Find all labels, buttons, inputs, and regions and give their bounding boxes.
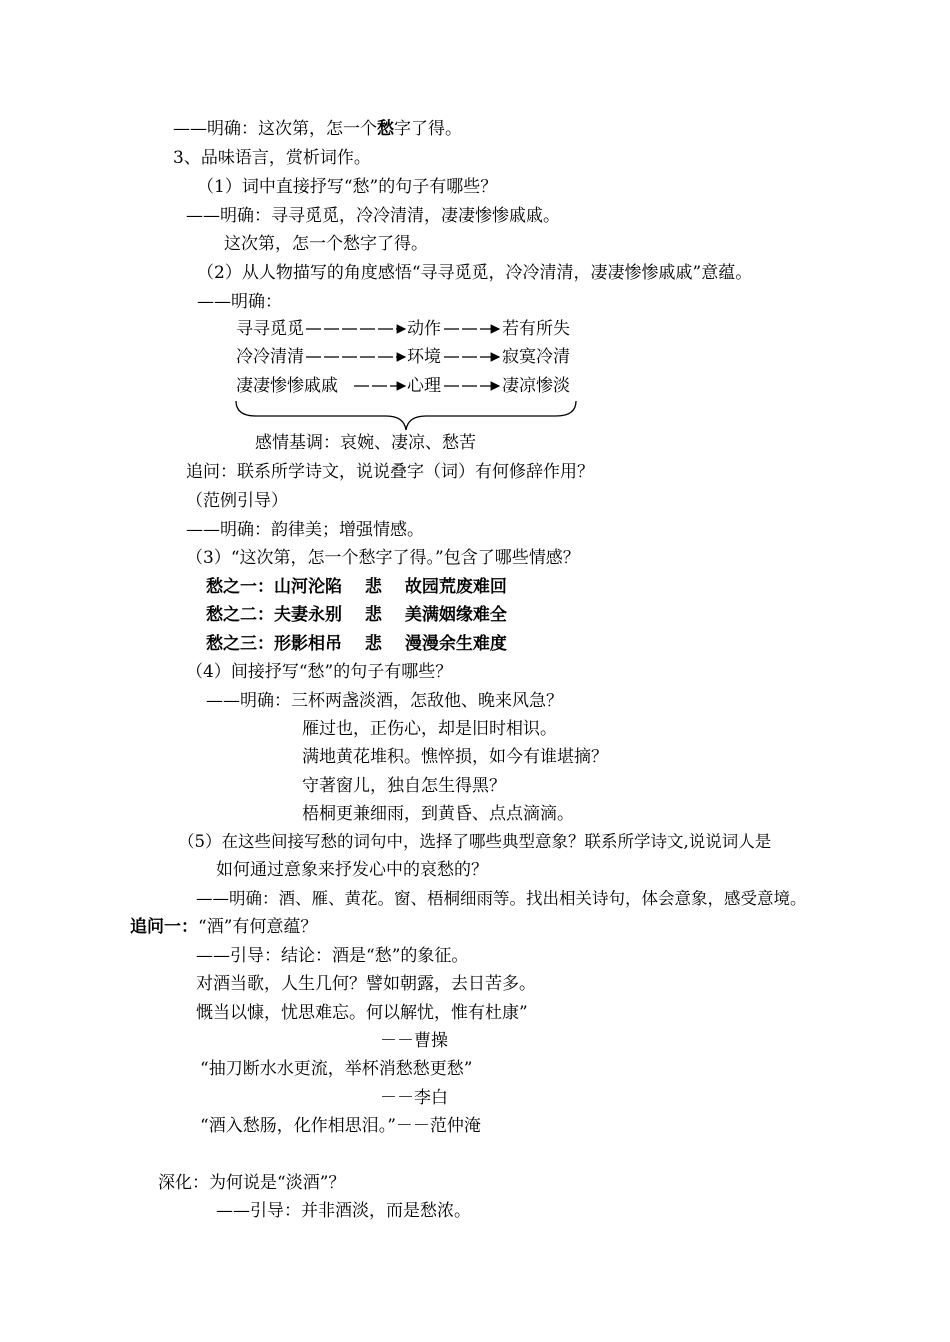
follow-up-1 [130,916,317,938]
question-2: （2）从人物描写的角度感悟“寻寻觅觅，冷冷清清，凄凄惨惨戚戚”意蕴。 [197,263,753,283]
answer-5: ——明确：酒、雁、黄花。窗、梧桐细雨等。找出相关诗句，体会意象，感受意境。 [196,889,807,908]
answer-1-cont: 这次第，怎一个愁字了得。 [224,234,428,254]
answer-1: ——明确：寻寻觅觅，冷冷清清，凄凄惨惨戚戚。 [186,206,560,226]
emotion-tone: 感情基调：哀婉、凄凉、愁苦 [255,433,476,453]
author-caocao: －－曹操 [380,1031,448,1051]
section-heading-3: 3、品味语言，赏析词作。 [173,148,371,168]
term: 寻寻觅觅 [236,319,304,339]
follow-up-question: 追问：联系所学诗文，说说叠字（词）有何修辞作用？ [186,462,594,482]
follow-up-1-text: “酒”有何意蕴？ [198,917,318,937]
text: ——明确：这次第，怎一个 [173,119,377,139]
follow-up-1-label: 追问一： [130,917,198,937]
result: 凄凉惨淡 [502,376,570,396]
text: 字了得。 [394,119,462,139]
author-libai: －－李白 [380,1088,448,1108]
poem-libai: “抽刀断水水更流，举杯消愁愁更愁” [200,1059,473,1079]
mid: 环境 [407,347,441,367]
poem-fanzhongyan: “酒入愁肠，化作相思泪。”－－范仲淹 [200,1116,481,1136]
answer-rhetoric: ——明确：韵律美；增强情感。 [186,520,424,540]
answer-4-line-4: 守著窗儿，独自怎生得黑？ [302,776,506,796]
arrow-lines [0,0,950,440]
mid: 心理 [407,376,441,396]
bold-char: 愁 [377,119,394,139]
sorrow-1: 愁之一：山河沦陷 悲 故园荒废难回 [206,577,507,597]
poem-caocao-1: 对酒当歌，人生几何？譬如朝露，去日苦多。 [196,974,536,994]
answer-4-line-3: 满地黄花堆积。憔悴损，如今有谁堪摘？ [302,747,608,767]
question-1: （1）词中直接抒写“愁”的句子有哪些？ [197,177,498,197]
deepening-answer: ——引导：并非酒淡，而是愁浓。 [216,1201,471,1221]
term: 冷冷清清 [236,347,304,367]
answer-4-line-5: 梧桐更兼细雨，到黄昏、点点滴滴。 [302,804,574,824]
answer-4: ——明确：三杯两盏淡酒，怎敌他、晚来风急？ [206,691,563,711]
question-5-cont: 如何通过意象来抒发心中的哀愁的？ [216,860,488,880]
result: 寂寞冷清 [502,347,570,367]
sorrow-3: 愁之三：形影相吊 悲 漫漫余生难度 [206,634,507,654]
result: 若有所失 [502,319,570,339]
term: 凄凄惨惨戚戚 [236,376,338,396]
sorrow-2: 愁之二：夫妻永别 悲 美满姻缘难全 [206,605,507,625]
guide-conclusion: ——引导：结论：酒是“愁”的象征。 [196,946,469,966]
answer-4-line-2: 雁过也，正伤心，却是旧时相识。 [302,719,557,739]
mid: 动作 [407,319,441,339]
deepening-question: 深化：为何说是“淡酒”？ [158,1173,346,1193]
poem-caocao-2: 慨当以慷，忧思难忘。何以解忧，惟有杜康” [196,1003,528,1023]
question-5: （5）在这些间接写愁的词句中，选择了哪些典型意象？联系所学诗文,说说词人是 [178,832,772,851]
question-4: （4）间接抒写“愁”的句子有哪些？ [186,662,453,682]
example-guide: （范例引导） [186,491,288,511]
answer-2-label: ——明确： [197,292,282,312]
question-3: （3）“这次第，怎一个愁字了得。”包含了哪些情感？ [186,548,580,568]
brace [236,401,576,430]
